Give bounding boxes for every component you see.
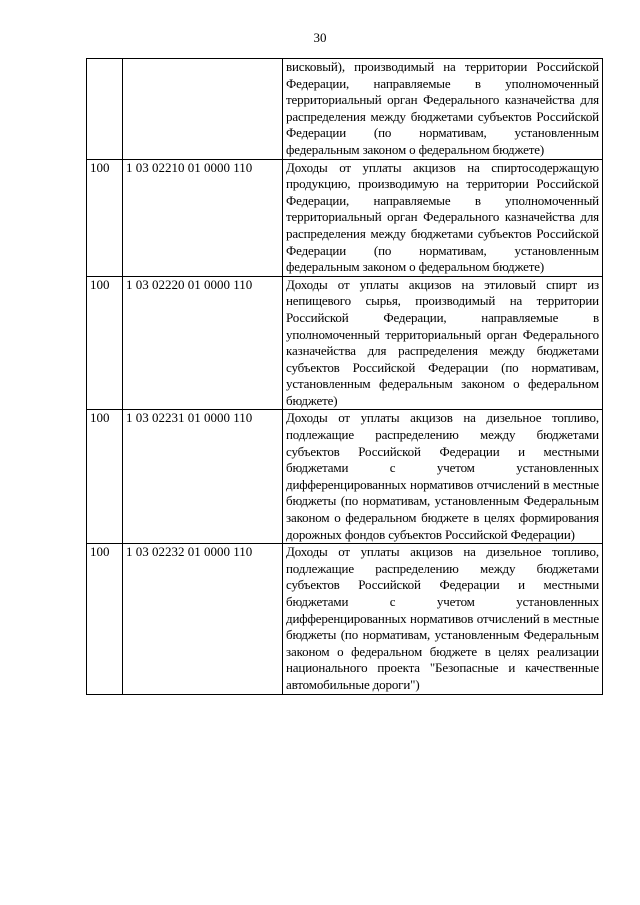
table-row [87,544,603,694]
table-row [87,59,603,160]
admin-code-cell: 100 [87,276,123,410]
admin-code-cell: 100 [87,159,123,276]
admin-code-cell [87,59,123,160]
kbk-code-cell: 1 03 02232 01 0000 110 [123,544,283,694]
admin-code-cell: 100 [87,410,123,544]
kbk-code-cell: 1 03 02210 01 0000 110 [123,159,283,276]
table-row [87,159,603,276]
kbk-code-cell: 1 03 02220 01 0000 110 [123,276,283,410]
description-cell: Доходы от уплаты акцизов на спиртосодержащую продукцию, производимую на территории Российской Федерации, направляемые в уполномоченный территориальный орган Федерального казначейства для распределения между бюджетами субъектов Российской Федерации (по нормативам, установленным федеральным законом о федеральном бюджете) [283,159,603,276]
description-cell: Доходы от уплаты акцизов на дизельное топливо, подлежащие распределению между бюджетами субъектов Российской Федерации и местными бюджетами с учетом установленных дифференцированных нормативов отчислений в местные бюджеты (по нормативам, установленным Федеральным законом о федеральном бюджете в целях реализации национального проекта "Безопасные и качественные автомобильные дороги") [283,544,603,694]
revenue-classification-table [86,58,603,695]
description-cell: Доходы от уплаты акцизов на этиловый спирт из непищевого сырья, производимый на территории Российской Федерации, направляемые в уполномоченный территориальный орган Федерального казначейства для распределения между бюджетами субъектов Российской Федерации (по нормативам, установленным федеральным законом о федеральном бюджете) [283,276,603,410]
kbk-code-cell: 1 03 02231 01 0000 110 [123,410,283,544]
admin-code-cell: 100 [87,544,123,694]
page-number: 30 [313,30,327,45]
table-row [87,276,603,410]
description-cell: висковый), производимый на территории Российской Федерации, направляемые в уполномоченный территориальный орган Федерального казначейства для распределения между бюджетами субъектов Российской Федерации (по нормативам, установленным федеральным законом о федеральном бюджете) [283,59,603,160]
table-row [87,410,603,544]
kbk-code-cell [123,59,283,160]
description-cell: Доходы от уплаты акцизов на дизельное топливо, подлежащие распределению между бюджетами субъектов Российской Федерации и местными бюджетами с учетом установленных дифференцированных нормативов отчислений в местные бюджеты (по нормативам, установленным Федеральным законом о федеральном бюджете в целях формирования дорожных фондов субъектов Российской Федерации) [283,410,603,544]
